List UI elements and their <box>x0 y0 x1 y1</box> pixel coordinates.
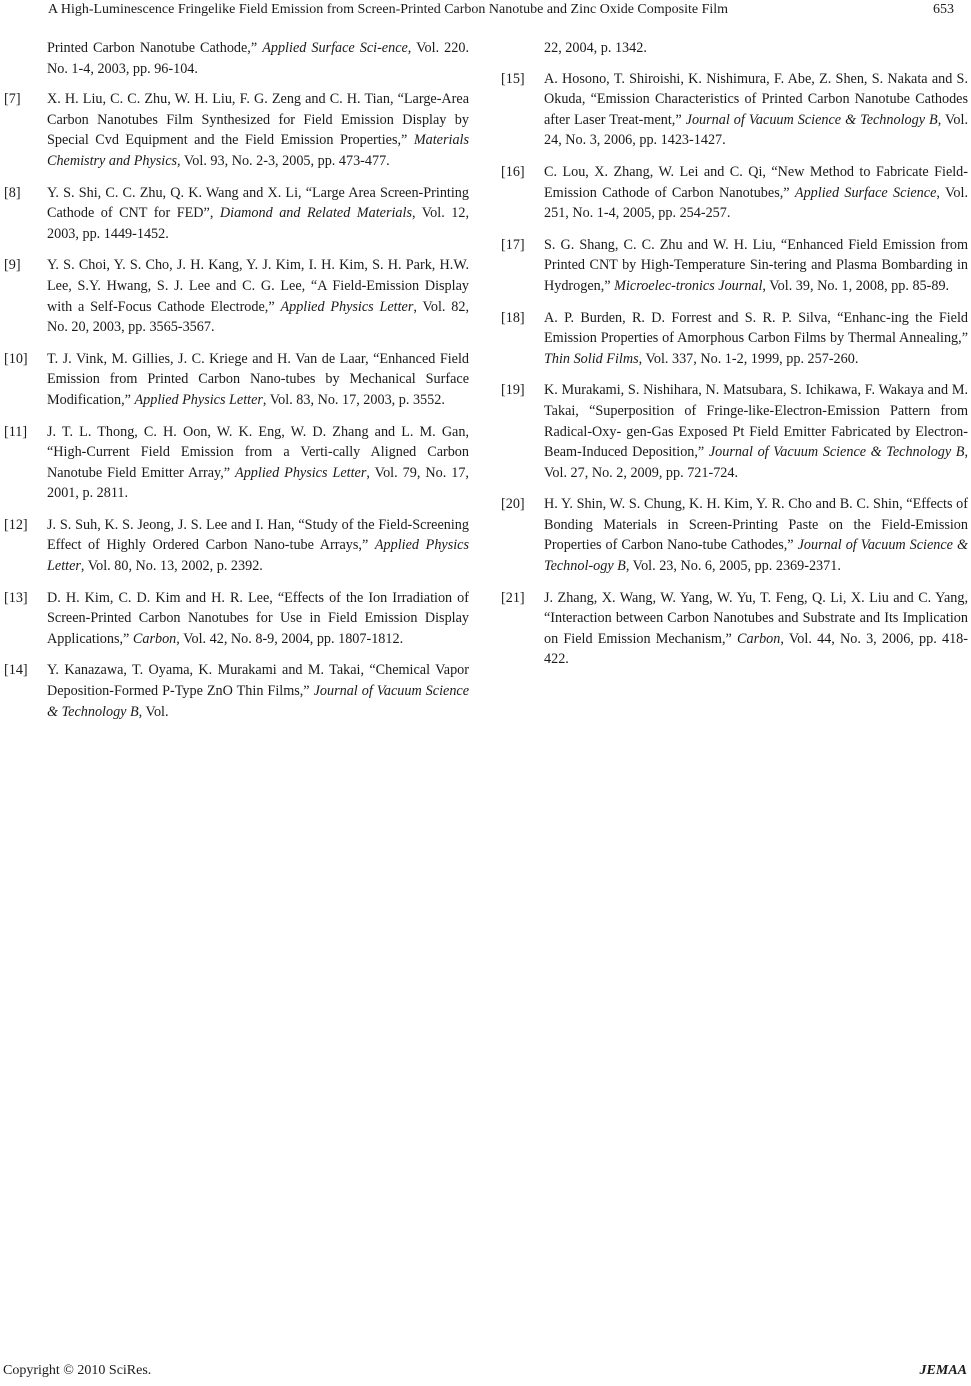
reference-source-title: Journal of Vacuum Science & Technol-ogy B <box>544 537 968 575</box>
reference-text: , Vol. 23, No. 6, 2005, pp. 2369-2371. <box>625 558 841 575</box>
reference-text: S. G. Shang, C. C. Zhu and W. H. Liu, “Enhanced Field Emission from Printed CNT by High-Temperature Sin-tering and Plasma Bombarding in Hydrogen,” <box>544 236 968 294</box>
references-left-column <box>4 38 470 733</box>
reference-text: , Vol. 44, No. 3, 2006, pp. 418-422. <box>544 630 968 668</box>
reference-text: , Vol. 251, No. 1-4, 2005, pp. 254-257. <box>544 184 969 222</box>
reference-source-title: Materials Chemistry and Physics <box>47 132 469 169</box>
running-title: A High-Luminescence Fringelike Field Emission from Screen-Printed Carbon Nanotube and Zinc Oxide Composite Film <box>48 2 729 17</box>
reference-source-title: Applied Physics Letter <box>47 537 469 575</box>
reference-continuation <box>509 38 968 59</box>
reference-text: D. H. Kim, C. D. Kim and H. R. Lee, “Effects of the Ion Irradiation of Screen-Printed Carbon Nanotubes for Use in Field Emission Display Applications,” <box>47 589 469 647</box>
copyright-notice: Copyright © 2010 SciRes. <box>3 1363 152 1378</box>
reference-text: 22, 2004, p. 1342. <box>544 40 647 56</box>
running-header <box>0 0 971 24</box>
reference-text: T. J. Vink, M. Gillies, J. C. Kriege and H. Van de Laar, “Enhanced Field Emission from Printed Carbon Nano-tubes by Mechanical Surface Modification,” <box>47 350 469 408</box>
reference-continuation <box>12 38 469 79</box>
reference-entry <box>4 183 470 245</box>
reference-text: , Vol. 83, No. 17, 2003, p. 3552. <box>262 391 445 408</box>
reference-entry <box>501 235 968 297</box>
reference-number: [14] <box>4 662 28 679</box>
reference-text: , Vol. 80, No. 13, 2002, p. 2392. <box>80 558 263 575</box>
reference-entry <box>501 380 968 483</box>
reference-number: [20] <box>501 496 525 513</box>
reference-source-title: Applied Physics Letter <box>280 298 414 315</box>
reference-entry <box>4 660 470 722</box>
reference-text: , Vol. 93, No. 2-3, 2005, pp. 473-477. <box>177 152 390 169</box>
reference-source-title: Journal of Vacuum Science & Technology B <box>685 111 938 128</box>
reference-entry <box>4 422 469 504</box>
reference-text: Y. S. Shi, C. C. Zhu, Q. K. Wang and X. Li, “Large Area Screen-Printing Cathode of CNT for FED”, <box>47 184 469 222</box>
journal-abbreviation: JEMAA <box>919 1363 967 1378</box>
reference-entry <box>4 588 469 650</box>
reference-text: , Vol. 42, No. 8-9, 2004, pp. 1807-1812. <box>176 630 404 647</box>
reference-number: [13] <box>4 589 28 606</box>
reference-text: , Vol. 220. No. 1-4, 2003, pp. 96-104. <box>47 40 469 77</box>
reference-text: , Vol. 24, No. 3, 2006, pp. 1423-1427. <box>544 111 969 149</box>
reference-number: [17] <box>501 236 525 253</box>
reference-source-title: Applied Physics Letter <box>235 464 367 481</box>
reference-number: [19] <box>501 382 525 399</box>
reference-number: [8] <box>4 184 21 201</box>
reference-text: C. Lou, X. Zhang, W. Lei and C. Qi, “New Method to Fabricate Field-Emission Cathode of Carbon Nanotubes,” <box>544 163 968 201</box>
reference-source-title: Applied Surface Science <box>794 184 937 201</box>
reference-text: , Vol. 82, No. 20, 2003, pp. 3565-3567. <box>47 298 469 336</box>
reference-number: [11] <box>4 423 28 440</box>
reference-source-title: Microelec-tronics Journal <box>614 277 763 294</box>
reference-text: J. S. Suh, K. S. Jeong, J. S. Lee and I. Han, “Study of the Field-Screening Effect of Highly Ordered Carbon Nano-tube Arrays,” <box>47 516 469 554</box>
reference-source-title: Applied Physics Letter <box>134 391 263 408</box>
reference-text: J. T. L. Thong, C. H. Oon, W. K. Eng, W. D. Zhang and L. M. Gan, “High-Current Field Emission from a Verti-cally Aligned Carbon Nanotube Field Emitter Array,” <box>47 423 469 481</box>
page-footer <box>0 1362 971 1382</box>
reference-text: J. Zhang, X. Wang, W. Yang, W. Yu, T. Feng, Q. Li, X. Liu and C. Yang, “Interaction between Carbon Nanotubes and Substrate and Its Implication on Field Emission Mechanism,” <box>544 589 968 647</box>
reference-text: Printed Carbon Nanotube Cathode,” <box>47 40 263 56</box>
reference-source-title: Applied Surface Sci-ence <box>262 40 408 56</box>
reference-entry <box>501 69 969 151</box>
reference-text: , Vol. 79, No. 17, 2001, p. 2811. <box>47 464 469 502</box>
reference-text: Y. S. Choi, Y. S. Cho, J. H. Kang, Y. J. Kim, I. H. Kim, S. H. Park, H.W. Lee, S.Y. Hwang, S. J. Lee and C. G. Lee, “A Field-Emission Display with a Self-Focus Cathode Electrode,” <box>47 257 469 315</box>
reference-text: , Vol. 337, No. 1-2, 1999, pp. 257-260. <box>638 350 859 367</box>
reference-text: , Vol. 12, 2003, pp. 1449-1452. <box>47 205 470 242</box>
references-right-column <box>501 38 969 681</box>
reference-text: , Vol. 27, No. 2, 2009, pp. 721-724. <box>544 444 968 481</box>
reference-entry <box>4 349 469 411</box>
reference-entry <box>501 162 969 224</box>
reference-number: [21] <box>501 589 525 606</box>
reference-number: [16] <box>501 163 525 180</box>
reference-entry <box>501 588 968 670</box>
reference-text: Vol. <box>142 703 169 720</box>
reference-source-title: Carbon <box>737 630 781 647</box>
reference-text: Y. Kanazawa, T. Oyama, K. Murakami and M. Takai, “Chemical Vapor Deposition-Formed P-Type ZnO Thin Films,” <box>47 662 469 700</box>
reference-entry <box>4 255 469 337</box>
reference-text: A. Hosono, T. Shiroishi, K. Nishimura, F. Abe, Z. Shen, S. Nakata and S. Okuda, “Emission Characteristics of Printed Carbon Nanotube Cathodes after Laser Treat-ment,” <box>544 70 968 128</box>
page-number: 653 <box>933 2 954 17</box>
reference-source-title: Journal of Vacuum Science & Technology B, <box>47 683 470 720</box>
reference-number: [10] <box>4 350 28 367</box>
reference-source-title: Carbon <box>132 630 177 647</box>
reference-source-title: Journal of Vacuum Science & Technology B <box>708 444 965 461</box>
reference-entry <box>501 494 968 576</box>
reference-entry <box>501 308 968 370</box>
reference-entry <box>4 89 469 171</box>
reference-text: K. Murakami, S. Nishihara, N. Matsubara, S. Ichikawa, F. Wakaya and M. Takai, “Superposition of Fringe-like-Electron-Emission Pattern from Radical-Oxy- gen-Gas Exposed Pt Field Emitter Fabricated by Electron-Beam-Induced Deposition,” <box>544 382 968 461</box>
reference-text: X. H. Liu, C. C. Zhu, W. H. Liu, F. G. Zeng and C. H. Tian, “Large-Area Carbon Nanotubes Film Synthesized for Field Emission Display by Special Cvd Equipment and the Field Emission Properties,” <box>47 91 469 149</box>
reference-number: [12] <box>4 516 28 533</box>
reference-text: H. Y. Shin, W. S. Chung, K. H. Kim, Y. R. Cho and B. C. Shin, “Effects of Bonding Materials in Screen-Printing Paste on the Field-Emission Properties of Carbon Nano-tube Cathodes,” <box>544 496 968 554</box>
reference-number: [15] <box>501 70 525 87</box>
reference-number: [18] <box>501 309 525 326</box>
reference-source-title: Thin Solid Films <box>544 350 639 367</box>
reference-entry <box>4 515 469 577</box>
reference-text: , Vol. 39, No. 1, 2008, pp. 85-89. <box>762 277 950 294</box>
reference-text: A. P. Burden, R. D. Forrest and S. R. P. Silva, “Enhanc-ing the Field Emission Properties of Amorphous Carbon Films by Thermal Annealing,” <box>544 309 968 347</box>
reference-number: [7] <box>4 91 21 108</box>
reference-number: [9] <box>4 257 21 274</box>
reference-source-title: Diamond and Related Materials <box>219 205 412 222</box>
